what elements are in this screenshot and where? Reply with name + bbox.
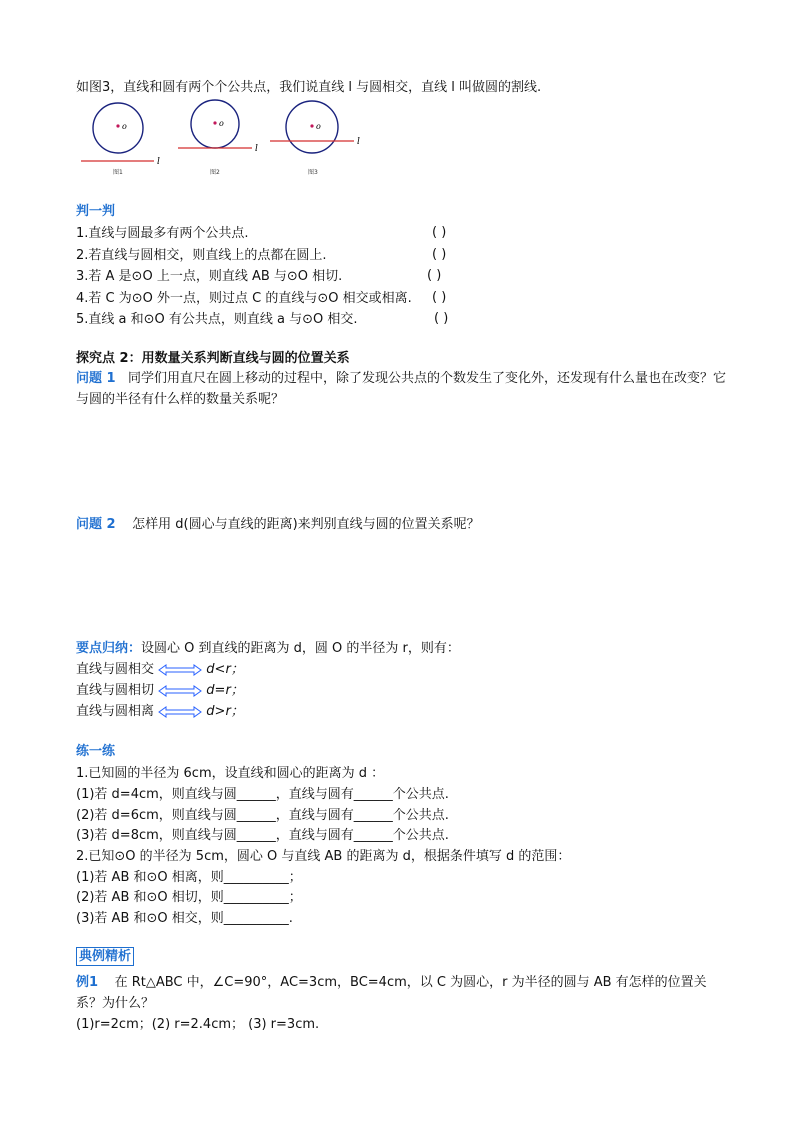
center-label-fig3: o (316, 122, 321, 131)
circle-fig1 (93, 103, 143, 153)
practice-line-7: (2)若 AB 和⊙O 相切，则__________； (76, 890, 302, 905)
question-2-label: 问题 2 (76, 517, 116, 532)
summary-label: 要点归纳： (76, 641, 142, 656)
judge-paren-3[interactable]: ( ) (427, 268, 442, 283)
center-dot-fig2 (213, 121, 216, 124)
judge-item-5: 5.直线 a 和⊙O 有公共点，则直线 a 与⊙O 相交. (76, 312, 358, 327)
summary-row-2 (76, 682, 244, 700)
center-dot-fig3 (310, 124, 313, 127)
summary-row-1-left: 直线与圆相交 (76, 662, 155, 677)
question-1-text: 同学们用直尺在圆上移动的过程中，除了发现公共点的个数发生了变化外，还发现有什么量也在改变？它与圆的半径有什么样的数量关系呢？ (76, 371, 726, 407)
practice-line-5: 2.已知⊙O 的半径为 5cm，圆心 O 与直线 AB 的距离为 d，根据条件填写 d 的范围： (76, 849, 571, 864)
example-cases: (1)r=2cm；(2) r=2.4cm； (3) r=3cm. (76, 1017, 320, 1032)
practice-line-4: (3)若 d=8cm，则直线与圆______，直线与圆有______个公共点. (76, 828, 449, 843)
example-text: 在 Rt△ABC 中，∠C=90°，AC=3cm，BC=4cm，以 C 为圆心，r 为半径的圆与 AB 有怎样的位置关系？为什么？ (76, 975, 707, 1011)
caption-fig3: 图3 (308, 169, 318, 176)
judge-paren-1[interactable]: ( ) (432, 225, 447, 240)
caption-fig2: 图2 (210, 169, 220, 176)
judge-item-3: 3.若 A 是⊙O 上一点，则直线 AB 与⊙O 相切. (76, 269, 343, 284)
practice-title: 练一练 (76, 744, 116, 759)
center-label-fig2: o (219, 119, 224, 128)
double-arrow-icon (158, 706, 202, 718)
summary-row-2-left: 直线与圆相切 (76, 683, 155, 698)
explore-title: 探究点 2：用数量关系判断直线与圆的位置关系 (76, 351, 350, 366)
judge-item-4: 4.若 C 为⊙O 外一点，则过点 C 的直线与⊙O 相交或相离. (76, 291, 412, 306)
judge-title: 判一判 (76, 204, 116, 219)
judge-paren-2[interactable]: ( ) (432, 247, 447, 262)
center-label-fig1: o (122, 122, 127, 131)
example-label: 例1 (76, 975, 99, 990)
double-arrow-icon (158, 664, 202, 676)
line-label-fig2: l (255, 144, 258, 154)
judge-paren-4[interactable]: ( ) (432, 290, 447, 305)
question-2 (76, 516, 480, 534)
practice-line-8: (3)若 AB 和⊙O 相交，则__________. (76, 911, 293, 926)
line-label-fig1: l (157, 157, 160, 167)
line-label-fig3: l (357, 137, 360, 147)
judge-item-1: 1.直线与圆最多有两个公共点. (76, 226, 249, 241)
summary-row-2-right: d=r； (206, 683, 244, 698)
practice-line-3: (2)若 d=6cm，则直线与圆______，直线与圆有______个公共点. (76, 808, 449, 823)
summary (76, 640, 460, 658)
practice-line-1: 1.已知圆的半径为 6cm，设直线和圆心的距离为 d ： (76, 766, 385, 781)
double-arrow-icon (158, 685, 202, 697)
example-1 (76, 972, 726, 1014)
summary-row-3-left: 直线与圆相离 (76, 704, 155, 719)
practice-line-6: (1)若 AB 和⊙O 相离，则__________； (76, 870, 302, 885)
judge-item-2: 2.若直线与圆相交，则直线上的点都在圆上. (76, 248, 327, 263)
caption-fig1: 图1 (113, 169, 123, 176)
summary-row-1 (76, 661, 244, 679)
intro-text: 如图3，直线和圆有两个个公共点，我们说直线 l 与圆相交，直线 l 叫做圆的割线. (76, 80, 542, 95)
question-1-label: 问题 1 (76, 371, 116, 386)
question-1 (76, 368, 726, 410)
center-dot-fig1 (116, 124, 119, 127)
summary-row-3 (76, 703, 244, 721)
figures (76, 98, 376, 180)
summary-text: 设圆心 O 到直线的距离为 d，圆 O 的半径为 r，则有： (141, 641, 460, 656)
summary-row-1-right: d<r； (206, 662, 244, 677)
example-box-title: 典例精析 (76, 947, 134, 966)
question-2-text: 怎样用 d(圆心与直线的距离)来判别直线与圆的位置关系呢？ (132, 517, 480, 532)
summary-row-3-right: d>r； (206, 704, 244, 719)
judge-paren-5[interactable]: ( ) (434, 311, 449, 326)
practice-line-2: (1)若 d=4cm，则直线与圆______，直线与圆有______个公共点. (76, 787, 449, 802)
